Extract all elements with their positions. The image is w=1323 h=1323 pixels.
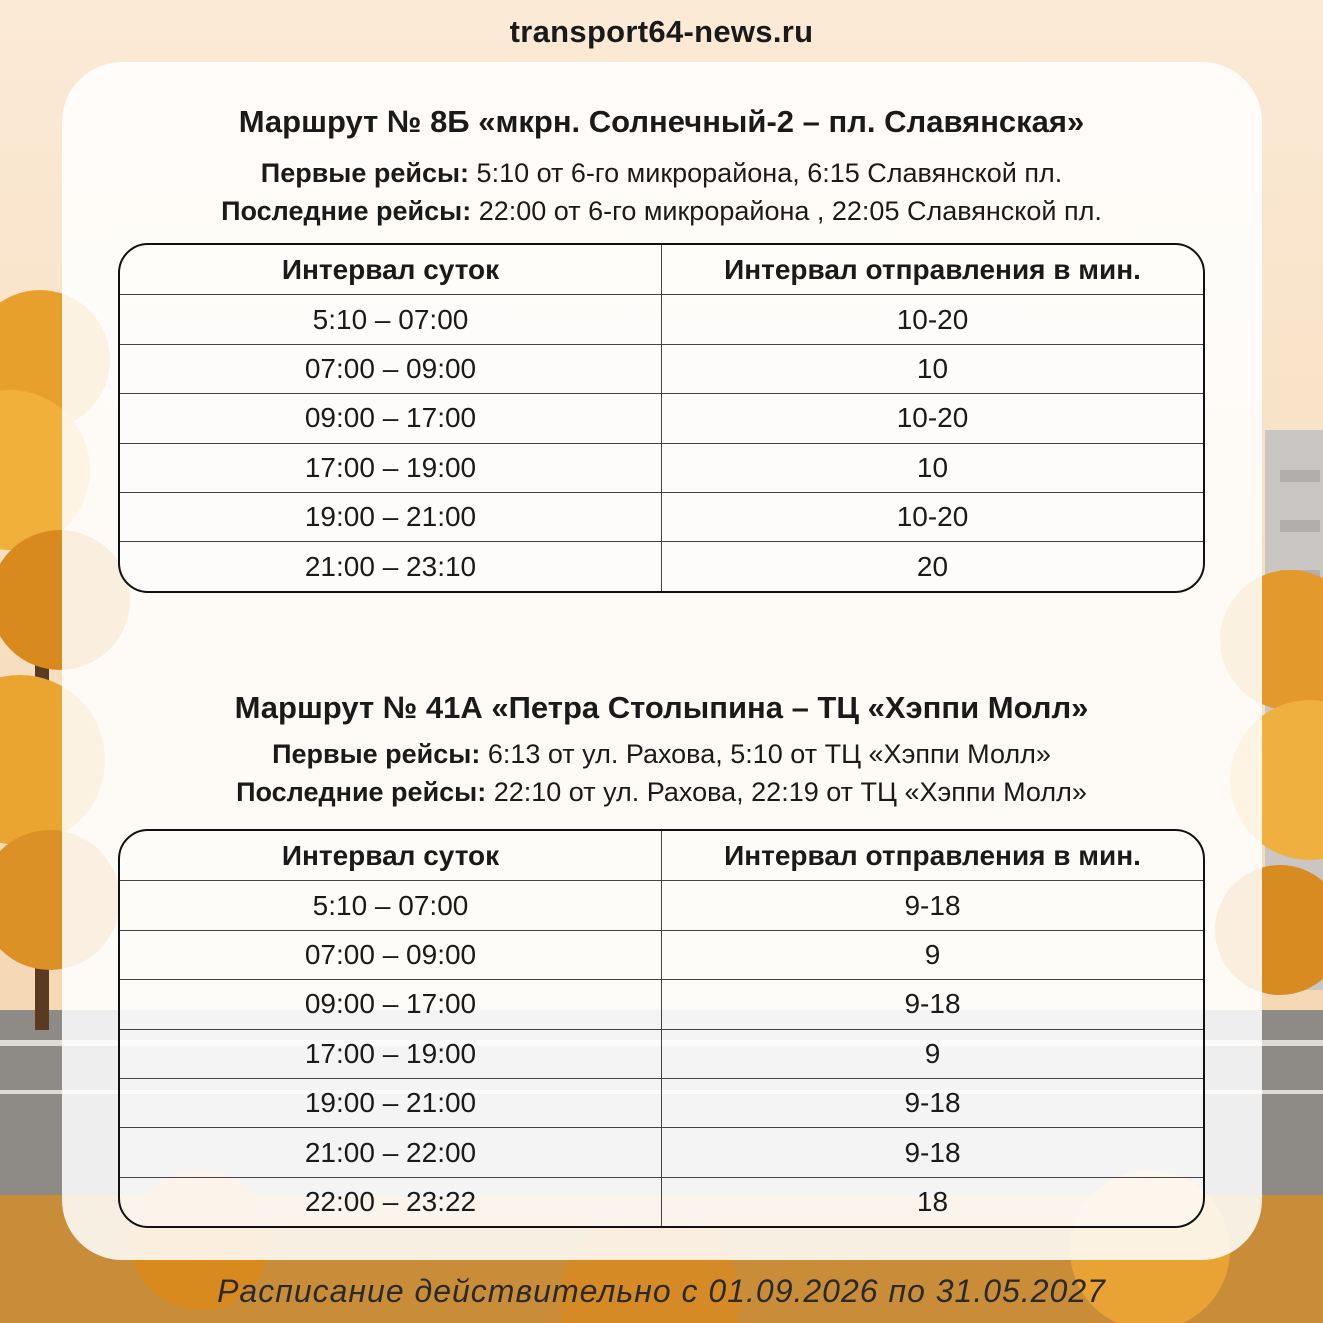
table-row: [120, 930, 1203, 979]
time-interval-cell: 07:00 – 09:00: [120, 931, 662, 979]
table-row: [120, 1177, 1203, 1226]
departure-interval-cell: 10: [916, 451, 949, 483]
last-trips: [0, 196, 1323, 227]
time-interval-cell: 09:00 – 17:00: [120, 394, 662, 442]
time-interval-cell: 17:00 – 19:00: [120, 1030, 662, 1078]
table-row: [120, 1078, 1203, 1127]
time-interval-cell: 07:00 – 09:00: [120, 345, 662, 393]
last-trips-label: Последние рейсы:: [236, 777, 487, 807]
last-trips: [0, 777, 1323, 808]
first-trips-text: 6:13 от ул. Рахова, 5:10 от ТЦ «Хэппи Молл»: [480, 739, 1051, 769]
last-trips-label: Последние рейсы:: [221, 196, 472, 226]
time-interval-cell: 19:00 – 21:00: [120, 493, 662, 541]
first-trips: [0, 739, 1323, 770]
header-time-interval: Интервал суток: [120, 831, 662, 880]
departure-interval-cell: 9-18: [904, 1087, 961, 1119]
departure-interval-cell: 9: [924, 938, 941, 970]
route-title: Маршрут № 41А «Петра Столыпина – ТЦ «Хэппи Молл»: [234, 690, 1089, 725]
departure-interval-cell: 20: [916, 550, 949, 582]
departure-interval-cell: 10: [916, 352, 949, 384]
schedule-table: [118, 829, 1205, 1228]
table-row: [120, 880, 1203, 929]
table-row: [120, 979, 1203, 1028]
departure-interval-cell: 18: [916, 1185, 949, 1217]
route-title: Маршрут № 8Б «мкрн. Солнечный-2 – пл. Славянская»: [238, 104, 1085, 139]
table-row: [120, 443, 1203, 492]
header-departure-interval: Интервал отправления в мин.: [724, 839, 1141, 871]
departure-interval-cell: 9: [924, 1037, 941, 1069]
last-trips-text: 22:10 от ул. Рахова, 22:19 от ТЦ «Хэппи Молл»: [486, 777, 1087, 807]
departure-interval-cell: 10-20: [896, 402, 969, 434]
header-departure-interval: Интервал отправления в мин.: [724, 253, 1141, 285]
table-row: [120, 344, 1203, 393]
table-header: [120, 831, 1203, 880]
departure-interval-cell: 10-20: [896, 501, 969, 533]
time-interval-cell: 22:00 – 23:22: [120, 1178, 662, 1226]
last-trips-text: 22:00 от 6-го микрорайона , 22:05 Славянской пл.: [471, 196, 1102, 226]
table-header: [120, 245, 1203, 294]
time-interval-cell: 21:00 – 22:00: [120, 1128, 662, 1176]
time-interval-cell: 5:10 – 07:00: [120, 881, 662, 929]
table-row: [120, 1029, 1203, 1078]
first-trips-label: Первые рейсы:: [272, 739, 481, 769]
time-interval-cell: 19:00 – 21:00: [120, 1079, 662, 1127]
table-row: [120, 294, 1203, 343]
table-row: [120, 1127, 1203, 1176]
site-name: transport64-news.ru: [509, 14, 814, 49]
departure-interval-cell: 9-18: [904, 889, 961, 921]
time-interval-cell: 09:00 – 17:00: [120, 980, 662, 1028]
table-row: [120, 541, 1203, 590]
table-row: [120, 393, 1203, 442]
time-interval-cell: 21:00 – 23:10: [120, 542, 662, 590]
first-trips-label: Первые рейсы:: [260, 158, 470, 188]
first-trips-text: 5:10 от 6-го микрорайона, 6:15 Славянской пл.: [469, 158, 1063, 188]
validity-note: Расписание действительно с 01.09.2026 по 31.05.2027: [217, 1273, 1106, 1309]
table-row: [120, 492, 1203, 541]
time-interval-cell: 5:10 – 07:00: [120, 295, 662, 343]
header-time-interval: Интервал суток: [120, 245, 662, 294]
departure-interval-cell: 9-18: [904, 988, 961, 1020]
departure-interval-cell: 9-18: [904, 1136, 961, 1168]
schedule-table: [118, 243, 1205, 593]
first-trips: [0, 158, 1323, 189]
time-interval-cell: 17:00 – 19:00: [120, 444, 662, 492]
departure-interval-cell: 10-20: [896, 303, 969, 335]
